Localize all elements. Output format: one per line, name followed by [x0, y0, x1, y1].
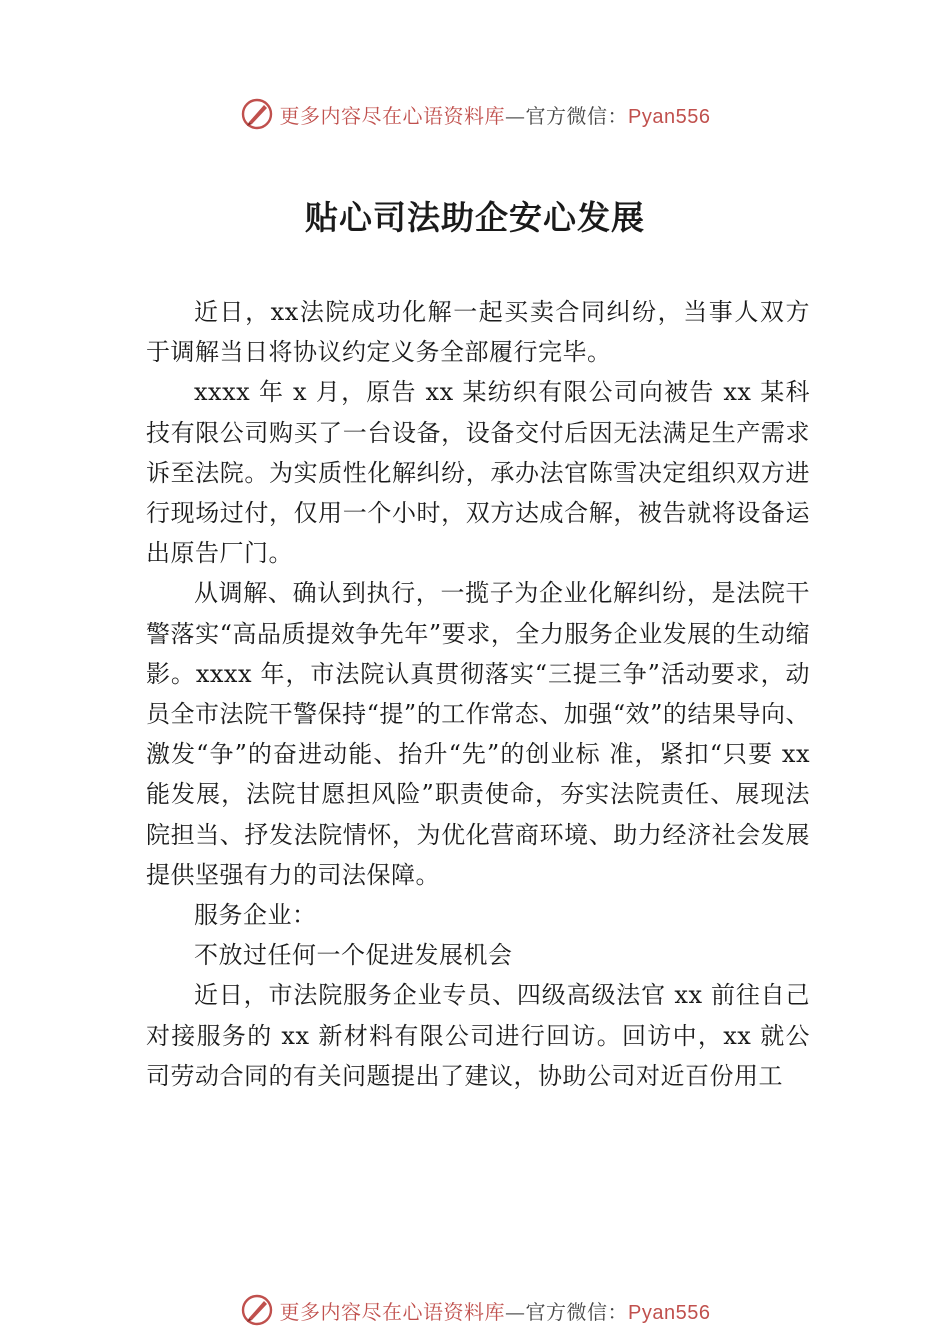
header-banner [0, 94, 950, 134]
document-body [146, 292, 810, 1096]
banner-wechat-id: Pyan556 [628, 1301, 711, 1324]
paragraph: 近日，市法院服务企业专员、四级高级法官 xx 前往自己对接服务的 xx 新材料有限公司进行回访。回访中，xx 就公司劳动合同的有关问题提出了建议，协助公司对近百份用工 [146, 981, 810, 1090]
section-subheading: 不放过任何一个促进发展机会 [194, 941, 513, 970]
paragraph: xxxx 年 x 月，原告 xx 某纺织有限公司向被告 xx 某科技有限公司购买了一台设备，设备交付后因无法满足生产需求诉至法院。为实质性化解纠纷，承办法官陈雪决定组织双方进行现场过付，仅用一个小时，双方达成合解，被告就将设备运出原告厂门。 [146, 378, 810, 568]
banner-main-text: 更多内容尽在心语资料库 [279, 103, 506, 128]
paragraph: 近日，xx法院成功化解一起买卖合同纠纷，当事人双方于调解当日将协议约定义务全部履行完毕。 [146, 298, 810, 367]
banner-text [280, 100, 711, 129]
banner-dash: — [505, 103, 526, 128]
section-heading: 服务企业： [194, 901, 317, 930]
document-title: 贴心司法助企安心发展 [305, 198, 645, 237]
paragraph: 从调解、确认到执行，一揽子为企业化解纠纷，是法院干警落实“高品质提效争先年”要求，全力服务企业发展的生动缩影。xxxx 年，市法院认真贯彻落实“三提三争”活动要求，动员全市法院干警保持“提”的工作常态、加强“效”的结果导向、激发“争”的奋进动能、抬升“先”的创业标 准，紧扣“只要 xx 能发展，法院甘愿担风险”职责使命，夯实法院责任、展现法院担当、抒发法院情怀，为优化营商环境、助力经济社会发展提供坚强有力的司法保障。 [146, 579, 810, 889]
quill-logo-icon [240, 97, 274, 131]
banner-dash: — [505, 1299, 526, 1324]
footer-banner [0, 1290, 950, 1330]
banner-main-text: 更多内容尽在心语资料库 [279, 1299, 506, 1324]
banner-wechat-id: Pyan556 [628, 105, 711, 128]
banner-text [280, 1296, 711, 1325]
banner-wechat-label: 官方微信： [525, 103, 629, 128]
quill-logo-icon [240, 1293, 274, 1327]
banner-wechat-label: 官方微信： [525, 1299, 629, 1324]
